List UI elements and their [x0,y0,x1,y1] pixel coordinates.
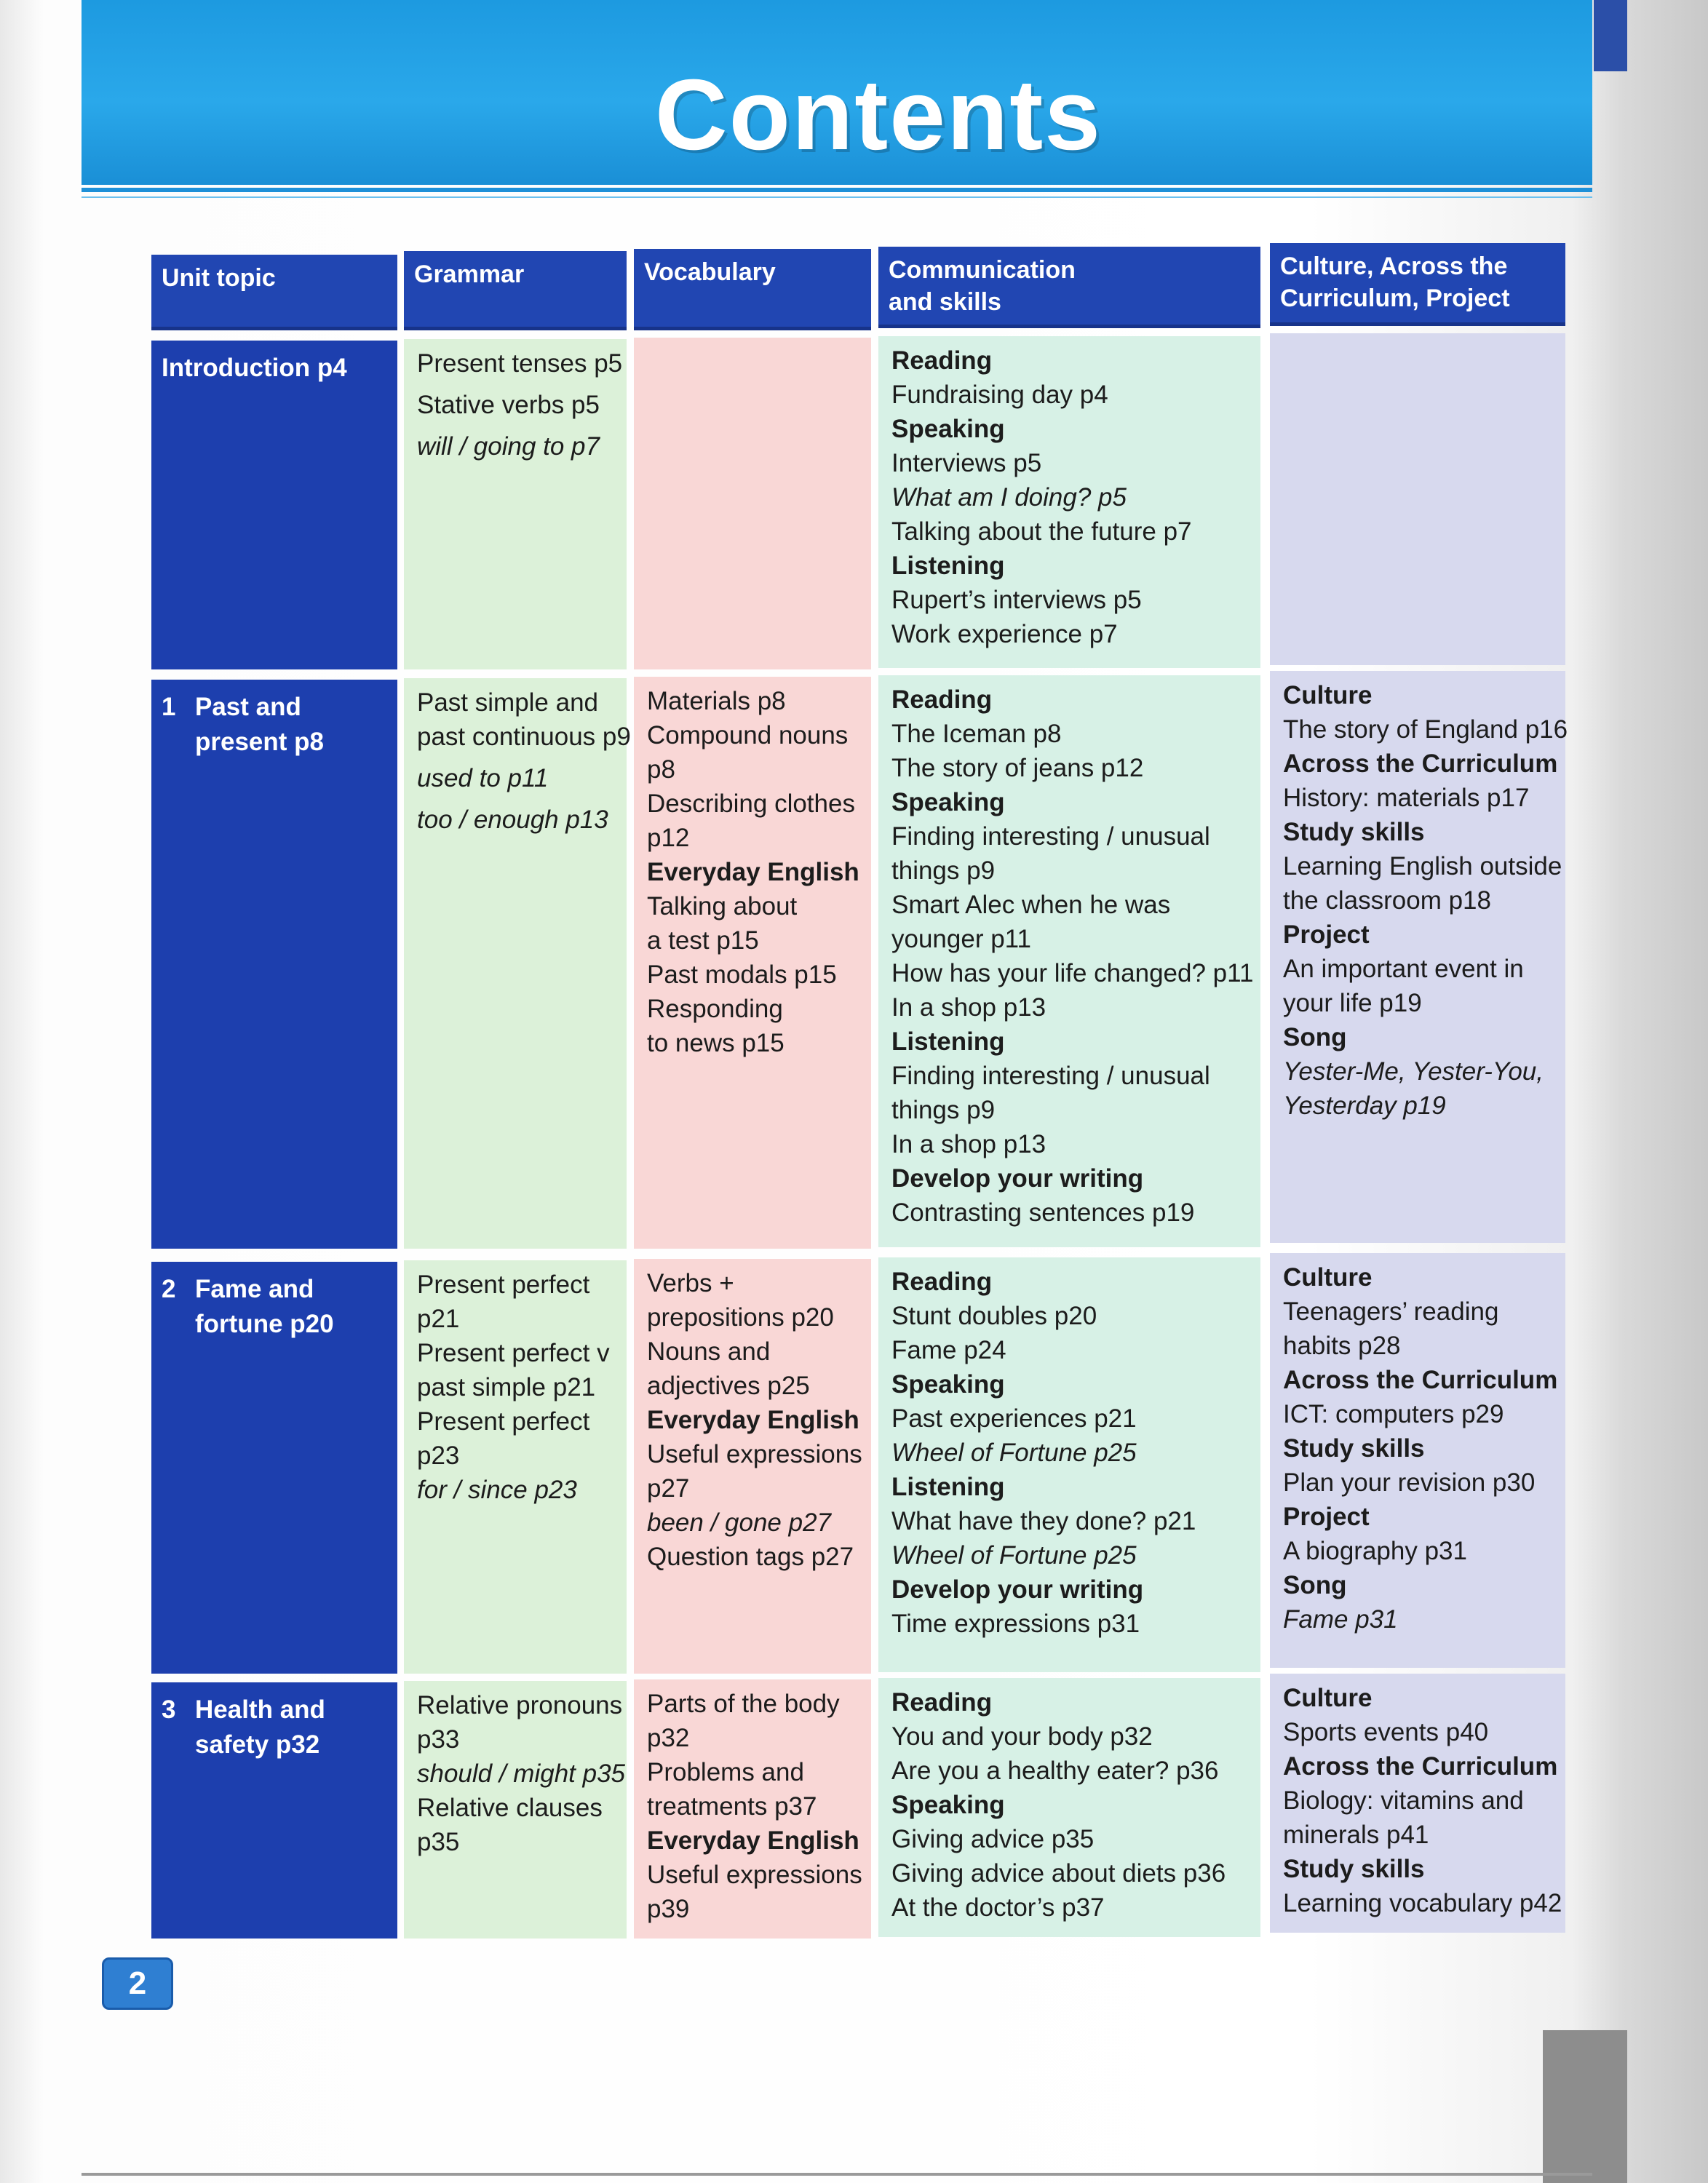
content-item: An important event in [1283,955,1524,983]
content-item: Talking about the future p7 [891,517,1192,546]
content-item: Wheel of Fortune p25 [891,1541,1137,1570]
vocabulary-item: to news p15 [647,1029,785,1057]
content-item: What have they done? p21 [891,1507,1196,1535]
page-number-badge: 2 [102,1957,173,2010]
section-heading: Develop your writing [891,1575,1144,1604]
unit-title-line2: fortune p20 [195,1310,334,1338]
grammar-cell-introduction [404,339,627,669]
unit-number: 2 [162,1275,176,1303]
content-item: Plan your revision p30 [1283,1468,1536,1497]
content-item: At the doctor’s p37 [891,1893,1105,1922]
section-heading: Culture [1283,1684,1373,1712]
content-item: Contrasting sentences p19 [891,1198,1195,1227]
header-unit-topic [151,255,397,330]
grammar-item: p21 [417,1305,460,1333]
grammar-cell-2 [404,1260,627,1674]
content-item: Yesterday p19 [1283,1092,1446,1120]
section-heading: Culture [1283,1263,1373,1292]
grammar-item: will / going to p7 [417,432,600,461]
grammar-item: p23 [417,1442,460,1470]
header-grammar-label: Grammar [414,261,525,288]
content-item: Past experiences p21 [891,1404,1137,1433]
content-item: Giving advice p35 [891,1825,1095,1853]
grammar-item: Present perfect v [417,1339,610,1367]
unit-title: Fame and [195,1275,314,1303]
section-heading: Reading [891,1268,993,1296]
vocabulary-item: Materials p8 [647,687,786,715]
content-item: Fame p31 [1283,1605,1398,1634]
content-item: Smart Alec when he was [891,891,1171,919]
grammar-item: past continuous p9 [417,723,631,751]
culture-cell-3 [1270,1674,1565,1933]
content-item: Learning vocabulary p42 [1283,1889,1562,1917]
content-item: Finding interesting / unusual [891,822,1210,851]
grammar-item: Relative pronouns [417,1691,623,1719]
content-item: your life p19 [1283,989,1422,1017]
section-heading: Listening [891,552,1005,580]
grammar-cell-1 [404,678,631,1249]
vocabulary-item: adjectives p25 [647,1372,810,1400]
unit-number: 1 [162,693,176,721]
vocabulary-item: p27 [647,1474,690,1503]
vocabulary-item: Responding [647,995,783,1023]
section-heading: Project [1283,920,1370,949]
vocabulary-item: Describing clothes [647,790,855,818]
content-item: Fundraising day p4 [891,381,1108,409]
vocabulary-item: Question tags p27 [647,1543,854,1571]
content-item: Teenagers’ reading [1283,1297,1499,1326]
content-item: ICT: computers p29 [1283,1400,1504,1428]
header-culture-line1: Culture, Across the [1280,253,1508,280]
spine-tab [1594,0,1627,71]
unit-title: Health and [195,1695,325,1724]
vocabulary-item: Talking about [647,892,798,920]
page-corner-shadow [1543,2030,1627,2183]
section-heading: Listening [891,1027,1005,1056]
section-heading: Across the Curriculum [1283,1752,1558,1781]
content-item: History: materials p17 [1283,784,1530,812]
content-item: younger p11 [891,925,1032,953]
communication-cell-introduction [878,336,1260,668]
header-communication-line2: and skills [889,288,1001,316]
section-heading: Listening [891,1473,1005,1501]
content-item: minerals p41 [1283,1821,1429,1849]
content-item: Giving advice about diets p36 [891,1859,1226,1888]
section-heading: Across the Curriculum [1283,1366,1558,1394]
header-culture-line2: Curriculum, Project [1280,285,1510,312]
section-heading: Everyday English [647,1406,859,1434]
section-heading: Culture [1283,681,1373,709]
grammar-item: too / enough p13 [417,806,608,834]
vocabulary-item: Nouns and [647,1337,771,1366]
vocabulary-item: Useful expressions [647,1440,862,1468]
content-item: In a shop p13 [891,1130,1046,1158]
grammar-item: Present tenses p5 [417,349,623,378]
header-vocabulary-label: Vocabulary [644,258,776,286]
section-heading: Speaking [891,1370,1005,1399]
content-item: the classroom p18 [1283,886,1491,915]
vocabulary-item: Verbs + [647,1269,734,1297]
vocabulary-item: Problems and [647,1758,804,1786]
content-item: Time expressions p31 [891,1610,1140,1638]
grammar-cell-3 [404,1681,627,1939]
content-item: things p9 [891,1096,996,1124]
section-heading: Everyday English [647,1826,859,1855]
section-heading: Song [1283,1571,1347,1599]
content-item: The Iceman p8 [891,720,1062,748]
content-item: The story of England p16 [1283,715,1568,744]
section-heading: Reading [891,685,993,714]
grammar-item: for / since p23 [417,1476,577,1504]
section-heading: Project [1283,1503,1370,1531]
content-item: Yester-Me, Yester-You, [1283,1057,1544,1086]
vocabulary-item: prepositions p20 [647,1303,834,1332]
content-item: things p9 [891,856,996,885]
culture-cell-introduction [1270,333,1565,665]
header-culture [1270,243,1565,326]
content-item: Finding interesting / unusual [891,1062,1210,1090]
grammar-item: Present perfect [417,1407,590,1436]
communication-cell-2 [878,1257,1260,1672]
header-rule-thin [82,196,1592,198]
vocabulary-item: p12 [647,824,690,852]
content-item: Work experience p7 [891,620,1118,648]
section-heading: Across the Curriculum [1283,749,1558,778]
section-heading: Reading [891,346,993,375]
grammar-item: used to p11 [417,764,549,792]
unit-title: Past and [195,693,301,721]
vocabulary-cell-1 [634,677,871,1249]
unit-title-line2: present p8 [195,728,324,756]
content-item: Learning English outside [1283,852,1562,880]
vocabulary-item: Useful expressions [647,1861,862,1889]
section-heading: Study skills [1283,1434,1425,1463]
grammar-item: Present perfect [417,1271,590,1299]
grammar-item: past simple p21 [417,1373,596,1401]
content-item: Interviews p5 [891,449,1042,477]
vocabulary-item: p39 [647,1895,690,1923]
unit-cell-2 [151,1262,397,1674]
grammar-item: Past simple and [417,688,599,717]
vocabulary-item: a test p15 [647,926,759,955]
section-heading: Everyday English [647,858,859,886]
unit-title-line2: safety p32 [195,1730,320,1759]
section-heading: Speaking [891,1791,1005,1819]
unit-title: Introduction p4 [162,354,347,382]
content-item: Biology: vitamins and [1283,1786,1524,1815]
vocabulary-cell-3 [634,1679,871,1939]
vocabulary-item: treatments p37 [647,1792,817,1821]
header-communication [878,247,1260,328]
section-heading: Reading [891,1688,993,1717]
content-item: Fame p24 [891,1336,1006,1364]
vocabulary-cell-2 [634,1259,871,1674]
content-item: You and your body p32 [891,1722,1153,1751]
grammar-item: Stative verbs p5 [417,391,600,419]
header-vocabulary [634,249,871,330]
unit-cell-1 [151,680,397,1249]
content-item: Rupert’s interviews p5 [891,586,1142,614]
content-item: The story of jeans p12 [891,754,1144,782]
content-item: In a shop p13 [891,993,1046,1022]
section-heading: Speaking [891,415,1005,443]
unit-cell-3 [151,1682,397,1939]
header-unit-topic-label: Unit topic [162,264,276,292]
culture-cell-1 [1270,671,1568,1243]
content-item: Sports events p40 [1283,1718,1489,1746]
section-heading: Develop your writing [891,1164,1144,1193]
content-item: A biography p31 [1283,1537,1467,1565]
unit-cell-introduction [151,341,397,669]
vocabulary-item: Parts of the body [647,1690,840,1718]
bottom-rule [82,2173,1592,2176]
grammar-item: p33 [417,1725,460,1754]
content-item: How has your life changed? p11 [891,959,1254,987]
communication-cell-1 [878,675,1260,1247]
vocabulary-item: p8 [647,755,675,784]
section-heading: Study skills [1283,1855,1425,1883]
content-item: Stunt doubles p20 [891,1302,1097,1330]
grammar-item: should / might p35 [417,1759,626,1788]
section-heading: Study skills [1283,818,1425,846]
vocabulary-item: p32 [647,1724,690,1752]
content-item: Are you a healthy eater? p36 [891,1757,1219,1785]
header-communication-line1: Communication [889,256,1076,284]
vocabulary-cell-introduction [634,338,871,669]
unit-number: 3 [162,1695,176,1724]
content-item: Wheel of Fortune p25 [891,1439,1137,1467]
section-heading: Speaking [891,788,1005,816]
communication-cell-3 [878,1678,1260,1937]
header-rule [82,188,1592,192]
page-title: Contents [655,59,1102,171]
vocabulary-item: been / gone p27 [647,1508,832,1537]
culture-cell-2 [1270,1253,1565,1668]
content-item: What am I doing? p5 [891,483,1127,512]
vocabulary-item: Compound nouns [647,721,849,749]
vocabulary-item: Past modals p15 [647,961,837,989]
section-heading: Song [1283,1023,1347,1051]
grammar-item: p35 [417,1828,460,1856]
content-item: habits p28 [1283,1332,1401,1360]
header-grammar [404,251,627,330]
grammar-item: Relative clauses [417,1794,603,1822]
